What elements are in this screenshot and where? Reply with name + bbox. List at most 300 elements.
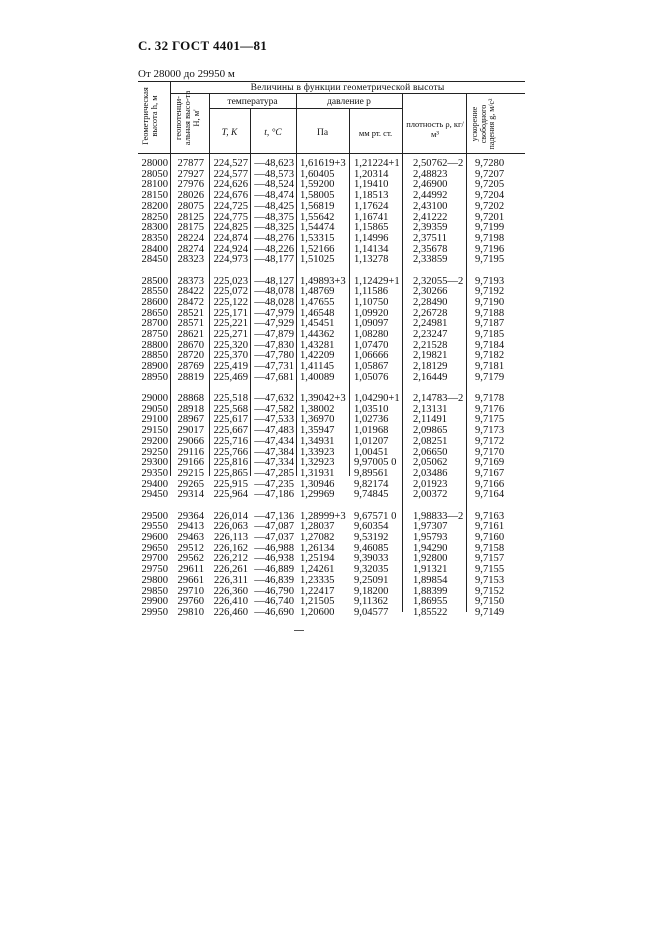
table-cell: 29300 bbox=[141, 457, 168, 469]
table-cell: —46,988 bbox=[254, 542, 294, 554]
table-cell: 29850 bbox=[141, 585, 168, 597]
table-cell: 29450 bbox=[141, 489, 168, 501]
table-cell: 225,766 bbox=[213, 446, 248, 458]
table-cell: 2,05062 bbox=[413, 457, 448, 469]
table-cell: 9,7190 bbox=[475, 296, 505, 308]
table-cell: 2,00372 bbox=[413, 489, 448, 501]
table-cell: —46,690 bbox=[254, 606, 294, 618]
table-cell: 1,39042+3 bbox=[300, 393, 346, 405]
table-cell: 28400 bbox=[141, 243, 168, 255]
subheader-rule bbox=[209, 108, 402, 109]
table-cell: 29760 bbox=[177, 596, 204, 608]
table-cell: 28450 bbox=[141, 254, 168, 266]
row-group bbox=[413, 512, 469, 619]
table-cell: —48,177 bbox=[254, 254, 294, 266]
table-cell: 2,09865 bbox=[413, 425, 448, 437]
table-cell: 225,568 bbox=[213, 403, 248, 415]
table-cell: 2,46900 bbox=[413, 179, 448, 191]
table-cell: 28700 bbox=[141, 318, 168, 330]
row-group bbox=[250, 512, 294, 619]
table-cell: 2,32055—2 bbox=[413, 275, 464, 287]
table-cell: 9,7170 bbox=[475, 446, 505, 458]
table-cell: —47,731 bbox=[254, 361, 294, 373]
table-cell: 9,7158 bbox=[475, 542, 505, 554]
table-cell: 29700 bbox=[141, 553, 168, 565]
table-cell: 1,92800 bbox=[413, 553, 448, 565]
table-cell: 29661 bbox=[177, 574, 204, 586]
table-cell: 1,35947 bbox=[300, 425, 335, 437]
table-cell: 2,24981 bbox=[413, 318, 448, 330]
row-group bbox=[354, 159, 406, 266]
table-cell: 9,7184 bbox=[475, 339, 505, 351]
header-mm: мм рт. ст. bbox=[358, 128, 393, 138]
table-cell: 9,7188 bbox=[475, 307, 505, 319]
column-mm bbox=[354, 159, 406, 629]
table-cell: 9,7153 bbox=[475, 574, 505, 586]
table-cell: 225,419 bbox=[213, 361, 248, 373]
table-cell: 2,19821 bbox=[413, 350, 448, 362]
table-cell: 9,7198 bbox=[475, 232, 505, 244]
table-cell: 224,577 bbox=[213, 168, 248, 180]
table-cell: 226,460 bbox=[213, 606, 248, 618]
table-cell: 29800 bbox=[141, 574, 168, 586]
table-cell: 9,04577 bbox=[354, 606, 389, 618]
table-cell: 29200 bbox=[141, 435, 168, 447]
table-cell: 29150 bbox=[141, 425, 168, 437]
table-cell: —47,929 bbox=[254, 318, 294, 330]
table-cell: 28720 bbox=[177, 350, 204, 362]
column-t bbox=[250, 159, 294, 629]
table-cell: 224,874 bbox=[213, 232, 248, 244]
table-cell: 28670 bbox=[177, 339, 204, 351]
table-cell: 9,7201 bbox=[475, 211, 505, 223]
table-cell: —47,334 bbox=[254, 457, 294, 469]
table-cell: 1,89854 bbox=[413, 574, 448, 586]
table-cell: 1,20600 bbox=[300, 606, 335, 618]
row-group bbox=[354, 277, 406, 384]
row-group bbox=[168, 159, 204, 266]
table-cell: 9,7150 bbox=[475, 596, 505, 608]
table-cell: —47,186 bbox=[254, 489, 294, 501]
table-cell: 9,39033 bbox=[354, 553, 389, 565]
table-cell: —48,028 bbox=[254, 296, 294, 308]
header-temperature: температура bbox=[227, 97, 278, 107]
table-cell: —47,830 bbox=[254, 339, 294, 351]
table-cell: 1,51025 bbox=[300, 254, 335, 266]
table-cell: 9,7157 bbox=[475, 553, 505, 565]
table-cell: 28125 bbox=[177, 211, 204, 223]
table-cell: —47,285 bbox=[254, 467, 294, 479]
table-cell: 9,7160 bbox=[475, 532, 505, 543]
row-group bbox=[168, 277, 204, 384]
table-cell: 9,7167 bbox=[475, 467, 505, 479]
table-cell: 226,261 bbox=[213, 564, 248, 576]
table-cell: 9,7179 bbox=[475, 371, 505, 383]
row-group bbox=[250, 277, 294, 384]
row-group bbox=[300, 512, 352, 619]
table-cell: —47,087 bbox=[254, 521, 294, 533]
table-cell: 1,23335 bbox=[300, 574, 335, 586]
table-cell: 9,7195 bbox=[475, 254, 505, 266]
table-cell: —46,740 bbox=[254, 596, 294, 608]
table-cell: 29250 bbox=[141, 446, 168, 458]
table-cell: 9,89561 bbox=[354, 467, 389, 479]
table-cell: 1,09097 bbox=[354, 318, 389, 330]
table-cell: 28650 bbox=[141, 307, 168, 319]
table-cell: 29116 bbox=[177, 446, 204, 458]
column-Pa bbox=[300, 159, 352, 629]
table-cell: 29562 bbox=[177, 553, 204, 565]
table-cell: 2,48823 bbox=[413, 168, 448, 180]
table-cell: —46,790 bbox=[254, 585, 294, 597]
table-cell: 9,7185 bbox=[475, 329, 505, 341]
table-cell: 1,97307 bbox=[413, 521, 448, 533]
table-cell: 225,518 bbox=[213, 393, 248, 405]
table-cell: 2,13131 bbox=[413, 403, 448, 415]
row-group bbox=[204, 159, 248, 266]
table-cell: 1,94290 bbox=[413, 542, 448, 554]
table-cell: 9,53192 bbox=[354, 532, 389, 543]
table-cell: 2,44992 bbox=[413, 190, 448, 202]
table-cell: 9,7202 bbox=[475, 200, 505, 212]
column-g bbox=[475, 159, 521, 629]
table-cell: 224,825 bbox=[213, 222, 248, 234]
table-cell: 28750 bbox=[141, 329, 168, 341]
table-cell: 1,15865 bbox=[354, 222, 389, 234]
table-cell: 28323 bbox=[177, 254, 204, 266]
table-cell: 28800 bbox=[141, 339, 168, 351]
table-cell: —47,632 bbox=[254, 393, 294, 405]
table-cell: 28175 bbox=[177, 222, 204, 234]
table-cell: 28769 bbox=[177, 361, 204, 373]
table-cell: 2,33859 bbox=[413, 254, 448, 266]
table-cell: 225,816 bbox=[213, 457, 248, 469]
table-cell: —48,226 bbox=[254, 243, 294, 255]
table-cell: 28819 bbox=[177, 371, 204, 383]
table-cell: 28868 bbox=[177, 393, 204, 405]
table-cell: 9,46085 bbox=[354, 542, 389, 554]
page-header: С. 32 ГОСТ 4401—81 bbox=[138, 38, 268, 53]
table-cell: 225,915 bbox=[213, 478, 248, 490]
table-cell: 29000 bbox=[141, 393, 168, 405]
header-density: плотность ρ, кг/м³ bbox=[406, 119, 464, 139]
table-cell: 28918 bbox=[177, 403, 204, 415]
table-cell: 28250 bbox=[141, 211, 168, 223]
table-cell: 28571 bbox=[177, 318, 204, 330]
table-cell: 28200 bbox=[141, 200, 168, 212]
table-cell: 225,072 bbox=[213, 286, 248, 298]
table-cell: 29100 bbox=[141, 414, 168, 426]
table-cell: 1,98833—2 bbox=[413, 510, 464, 522]
table-cell: —46,839 bbox=[254, 574, 294, 586]
table-cell: 1,14996 bbox=[354, 232, 389, 244]
table-cell: 225,469 bbox=[213, 371, 248, 383]
group-header-rule bbox=[170, 93, 525, 94]
table-cell: 1,03510 bbox=[354, 403, 389, 415]
table-cell: 2,16449 bbox=[413, 371, 448, 383]
table-cell: —47,879 bbox=[254, 329, 294, 341]
table-cell: 9,7187 bbox=[475, 318, 505, 330]
table-cell: 1,95793 bbox=[413, 532, 448, 543]
table-cell: 1,11586 bbox=[354, 286, 389, 298]
row-group bbox=[475, 512, 521, 619]
table-cell: 1,20314 bbox=[354, 168, 389, 180]
table-cell: 9,7175 bbox=[475, 414, 505, 426]
table-cell: 1,29969 bbox=[300, 489, 335, 501]
table-cell: 29600 bbox=[141, 532, 168, 543]
row-group bbox=[168, 512, 204, 619]
table-cell: 1,85522 bbox=[413, 606, 448, 618]
table-cell: 9,97005 0 bbox=[354, 457, 397, 469]
row-group bbox=[204, 394, 248, 501]
table-cell: —48,078 bbox=[254, 286, 294, 298]
table-cell: 28224 bbox=[177, 232, 204, 244]
table-cell: 1,58005 bbox=[300, 190, 335, 202]
header-t: t, °С bbox=[264, 128, 282, 138]
vline-4 bbox=[296, 94, 297, 476]
table-cell: 28300 bbox=[141, 222, 168, 234]
table-cell: 29512 bbox=[177, 542, 204, 554]
table-cell: 9,67571 0 bbox=[354, 510, 397, 522]
table-cell: 29066 bbox=[177, 435, 204, 447]
table-cell: 2,14783—2 bbox=[413, 393, 464, 405]
table-cell: 1,56819 bbox=[300, 200, 335, 212]
row-group bbox=[413, 394, 469, 501]
table-cell: 9,18200 bbox=[354, 585, 389, 597]
table-cell: 1,86955 bbox=[413, 596, 448, 608]
column-h bbox=[132, 159, 168, 629]
table-cell: —47,979 bbox=[254, 307, 294, 319]
table-cell: 226,410 bbox=[213, 596, 248, 608]
table-cell: 9,7169 bbox=[475, 457, 505, 469]
table-cell: 1,43281 bbox=[300, 339, 335, 351]
row-group bbox=[475, 277, 521, 384]
table-cell: 28350 bbox=[141, 232, 168, 244]
table-cell: 28050 bbox=[141, 168, 168, 180]
table-cell: 1,61619+3 bbox=[300, 158, 346, 169]
table-cell: 2,43100 bbox=[413, 200, 448, 212]
table-cell: 9,7166 bbox=[475, 478, 505, 490]
table-cell: 1,91321 bbox=[413, 564, 448, 576]
table-cell: 28500 bbox=[141, 275, 168, 287]
table-cell: 1,55642 bbox=[300, 211, 335, 223]
table-cell: 29400 bbox=[141, 478, 168, 490]
table-cell: 9,7205 bbox=[475, 179, 505, 191]
table-cell: 28472 bbox=[177, 296, 204, 308]
header-group: Величины в функции геометрической высоты bbox=[250, 83, 445, 93]
table-cell: 29500 bbox=[141, 510, 168, 522]
table-cell: 29364 bbox=[177, 510, 204, 522]
table-cell: 2,06650 bbox=[413, 446, 448, 458]
row-group bbox=[300, 394, 352, 501]
table-cell: 224,527 bbox=[213, 158, 248, 169]
height-range: От 28000 до 29950 м bbox=[138, 68, 235, 80]
table-cell: 28621 bbox=[177, 329, 204, 341]
header-T: T, K bbox=[221, 128, 238, 138]
table-cell: 226,014 bbox=[213, 510, 248, 522]
table-cell: —47,681 bbox=[254, 371, 294, 383]
table-cell: 29017 bbox=[177, 425, 204, 437]
table-cell: 28422 bbox=[177, 286, 204, 298]
table-cell: 225,617 bbox=[213, 414, 248, 426]
table-cell: 224,626 bbox=[213, 179, 248, 191]
table-cell: —47,780 bbox=[254, 350, 294, 362]
table-cell: 9,7199 bbox=[475, 222, 505, 234]
table-cell: 1,48769 bbox=[300, 286, 335, 298]
table-cell: 29463 bbox=[177, 532, 204, 543]
row-group bbox=[132, 394, 168, 501]
row-group bbox=[413, 277, 469, 384]
header-pressure: давление p bbox=[327, 97, 371, 107]
table-cell: 2,18129 bbox=[413, 361, 448, 373]
table-cell: 9,7176 bbox=[475, 403, 505, 415]
table-cell: 28900 bbox=[141, 361, 168, 373]
table-cell: 29950 bbox=[141, 606, 168, 618]
column-rho bbox=[413, 159, 469, 629]
table-cell: 1,27082 bbox=[300, 532, 335, 543]
table-cell: 1,00451 bbox=[354, 446, 389, 458]
table-cell: 28026 bbox=[177, 190, 204, 202]
table-cell: 9,7173 bbox=[475, 425, 505, 437]
column-T bbox=[204, 159, 248, 629]
table-cell: 9,7161 bbox=[475, 521, 505, 533]
table-cell: 28967 bbox=[177, 414, 204, 426]
table-cell: 29650 bbox=[141, 542, 168, 554]
table-cell: 1,41145 bbox=[300, 361, 335, 373]
table-cell: 29611 bbox=[177, 564, 204, 576]
table-cell: 28373 bbox=[177, 275, 204, 287]
table-cell: 2,30266 bbox=[413, 286, 448, 298]
table-cell: —48,425 bbox=[254, 200, 294, 212]
table-cell: —46,938 bbox=[254, 553, 294, 565]
table-cell: 2,37511 bbox=[413, 232, 448, 244]
table-cell: 2,28490 bbox=[413, 296, 448, 308]
table-cell: 27877 bbox=[177, 158, 204, 169]
table-cell: 9,7181 bbox=[475, 361, 505, 373]
table-cell: —47,582 bbox=[254, 403, 294, 415]
table-cell: 1,45451 bbox=[300, 318, 335, 330]
table-cell: 1,42209 bbox=[300, 350, 335, 362]
table-cell: 1,05076 bbox=[354, 371, 389, 383]
table-cell: 9,7182 bbox=[475, 350, 505, 362]
table-cell: 224,725 bbox=[213, 200, 248, 212]
table-cell: 2,11491 bbox=[413, 414, 448, 426]
table-cell: 29710 bbox=[177, 585, 204, 597]
table-cell: 1,06666 bbox=[354, 350, 389, 362]
table-cell: 225,171 bbox=[213, 307, 248, 319]
table-cell: 1,38002 bbox=[300, 403, 335, 415]
table-cell: 28600 bbox=[141, 296, 168, 308]
table-cell: —47,483 bbox=[254, 425, 294, 437]
table-cell: 29900 bbox=[141, 596, 168, 608]
table-top-rule bbox=[138, 81, 525, 82]
table-cell: 1,44362 bbox=[300, 329, 335, 341]
table-cell: 1,19410 bbox=[354, 179, 389, 191]
row-group bbox=[413, 159, 469, 266]
table-cell: 1,17624 bbox=[354, 200, 389, 212]
table-cell: 9,7163 bbox=[475, 510, 505, 522]
table-cell: 28950 bbox=[141, 371, 168, 383]
table-cell: 1,34931 bbox=[300, 435, 335, 447]
table-cell: —47,384 bbox=[254, 446, 294, 458]
table-cell: 1,13278 bbox=[354, 254, 389, 266]
table-cell: —47,434 bbox=[254, 435, 294, 447]
row-group bbox=[204, 512, 248, 619]
table-cell: 2,21528 bbox=[413, 339, 448, 351]
header-geopotential-height: геопотенци-альная высо-та H, м' bbox=[173, 90, 201, 146]
table-cell: 1,04290+1 bbox=[354, 393, 400, 405]
header-Pa: Па bbox=[316, 128, 329, 138]
table-cell: 9,32035 bbox=[354, 564, 389, 576]
table-cell: 224,973 bbox=[213, 254, 248, 266]
table-cell: 2,26728 bbox=[413, 307, 448, 319]
table-cell: 28850 bbox=[141, 350, 168, 362]
table-cell: 1,07470 bbox=[354, 339, 389, 351]
table-cell: 9,60354 bbox=[354, 521, 389, 533]
table-cell: 2,03486 bbox=[413, 467, 448, 479]
table-cell: 27976 bbox=[177, 179, 204, 191]
table-cell: 1,18513 bbox=[354, 190, 389, 202]
table-cell: 9,7155 bbox=[475, 564, 505, 576]
table-cell: 9,7192 bbox=[475, 286, 505, 298]
row-group bbox=[250, 159, 294, 266]
table-cell: 28521 bbox=[177, 307, 204, 319]
table-cell: 9,7207 bbox=[475, 168, 505, 180]
table-cell: 1,26134 bbox=[300, 542, 335, 554]
table-cell: 1,33923 bbox=[300, 446, 335, 458]
table-cell: 1,31931 bbox=[300, 467, 335, 479]
row-group bbox=[250, 394, 294, 501]
table-cell: 1,53315 bbox=[300, 232, 335, 244]
table-cell: —48,276 bbox=[254, 232, 294, 244]
table-cell: 9,7164 bbox=[475, 489, 505, 501]
table-cell: 2,41222 bbox=[413, 211, 448, 223]
table-cell: 1,60405 bbox=[300, 168, 335, 180]
table-cell: —47,235 bbox=[254, 478, 294, 490]
row-group bbox=[132, 512, 168, 619]
table-cell: 2,23247 bbox=[413, 329, 448, 341]
table-cell: 1,12429+1 bbox=[354, 275, 400, 287]
table-cell: 9,25091 bbox=[354, 574, 389, 586]
table-cell: 29050 bbox=[141, 403, 168, 415]
table-cell: 1,09920 bbox=[354, 307, 389, 319]
table-cell: —47,037 bbox=[254, 532, 294, 543]
table-cell: 9,82174 bbox=[354, 478, 389, 490]
table-cell: 1,46548 bbox=[300, 307, 335, 319]
table-cell: 1,01207 bbox=[354, 435, 389, 447]
table-cell: 2,35678 bbox=[413, 243, 448, 255]
table-cell: 9,7204 bbox=[475, 190, 505, 202]
table-cell: 27927 bbox=[177, 168, 204, 180]
table-cell: 226,212 bbox=[213, 553, 248, 565]
table-cell: 28550 bbox=[141, 286, 168, 298]
table-cell: 1,25194 bbox=[300, 553, 335, 565]
table-cell: 1,01968 bbox=[354, 425, 389, 437]
table-cell: 1,47655 bbox=[300, 296, 335, 308]
table-cell: 1,21224+1 bbox=[354, 158, 400, 169]
table-cell: 226,162 bbox=[213, 542, 248, 554]
row-group bbox=[204, 277, 248, 384]
row-group bbox=[132, 277, 168, 384]
table-cell: 1,88399 bbox=[413, 585, 448, 597]
row-group bbox=[300, 277, 352, 384]
table-cell: 29750 bbox=[141, 564, 168, 576]
table-cell: 1,22417 bbox=[300, 585, 335, 597]
table-cell: 29314 bbox=[177, 489, 204, 501]
table-cell: 29166 bbox=[177, 457, 204, 469]
table-cell: 225,865 bbox=[213, 467, 248, 479]
table-cell: 1,10750 bbox=[354, 296, 389, 308]
